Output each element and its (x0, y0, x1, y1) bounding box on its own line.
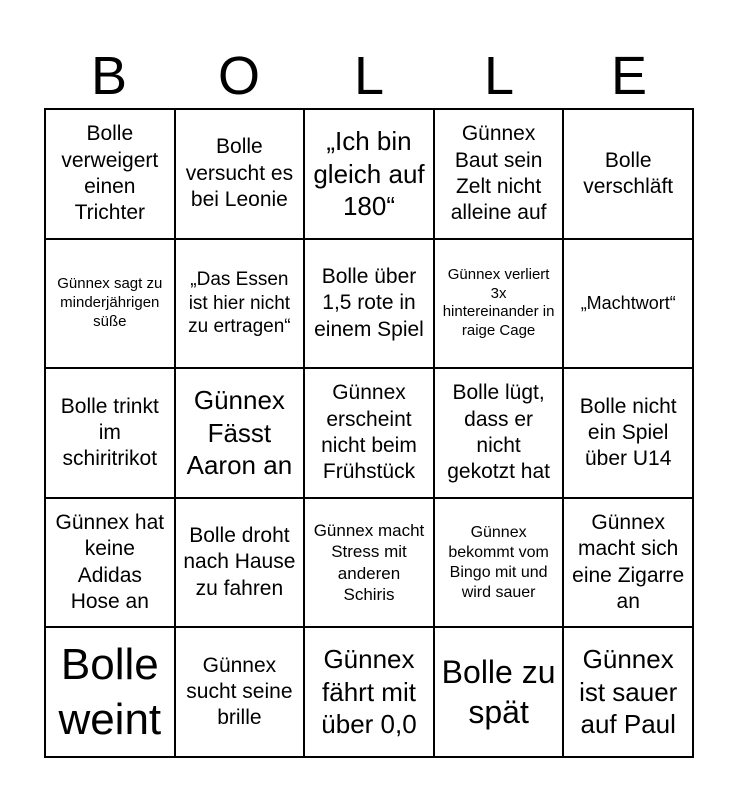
title-letter-o: O (217, 46, 260, 106)
bingo-cell[interactable]: Günnex sagt zu minderjährigen süße (45, 239, 175, 369)
bingo-cell[interactable]: Bolle trinkt im schiritrikot (45, 368, 175, 498)
bingo-cell[interactable]: Günnex macht Stress mit anderen Schiris (304, 498, 434, 628)
bingo-cell[interactable]: Günnex fährt mit über 0,0 (304, 627, 434, 757)
bingo-cell[interactable]: Günnex Fässt Aaron an (175, 368, 305, 498)
bingo-grid (44, 108, 694, 758)
bingo-cell[interactable]: Bolle droht nach Hause zu fahren (175, 498, 305, 628)
bingo-cell[interactable]: Günnex Baut sein Zelt nicht alleine auf (434, 109, 564, 239)
title-letter-l2: L (483, 46, 515, 106)
bingo-cell[interactable]: „Ich bin gleich auf 180“ (304, 109, 434, 239)
bingo-cell[interactable]: Bolle zu spät (434, 627, 564, 757)
bingo-title (44, 44, 694, 108)
bingo-cell[interactable]: „Das Essen ist hier nicht zu ertragen“ (175, 239, 305, 369)
bingo-cell[interactable]: Günnex hat keine Adidas Hose an (45, 498, 175, 628)
bingo-cell[interactable]: Bolle verschläft (563, 109, 693, 239)
bingo-cell[interactable]: Günnex ist sauer auf Paul (563, 627, 693, 757)
bingo-cell[interactable]: Günnex erscheint nicht beim Frühstück (304, 368, 434, 498)
bingo-cell[interactable]: Günnex verliert 3x hintereinander in raige Cage (434, 239, 564, 369)
bingo-cell[interactable]: Bolle lügt, dass er nicht gekotzt hat (434, 368, 564, 498)
title-letter-e: E (610, 46, 648, 106)
bingo-cell[interactable]: Bolle versucht es bei Leonie (175, 109, 305, 239)
bingo-cell[interactable]: Bolle verweigert einen Trichter (45, 109, 175, 239)
bingo-cell[interactable]: Günnex macht sich eine Zigarre an (563, 498, 693, 628)
bingo-cell[interactable]: Günnex sucht seine brille (175, 627, 305, 757)
bingo-cell[interactable]: Günnex bekommt vom Bingo mit und wird sauer (434, 498, 564, 628)
bingo-cell[interactable]: Bolle über 1,5 rote in einem Spiel (304, 239, 434, 369)
bingo-cell[interactable]: Bolle weint (45, 627, 175, 757)
bingo-cell[interactable]: „Machtwort“ (563, 239, 693, 369)
title-letter-b: B (90, 46, 128, 106)
bingo-cell[interactable]: Bolle nicht ein Spiel über U14 (563, 368, 693, 498)
title-letter-l: L (353, 46, 385, 106)
